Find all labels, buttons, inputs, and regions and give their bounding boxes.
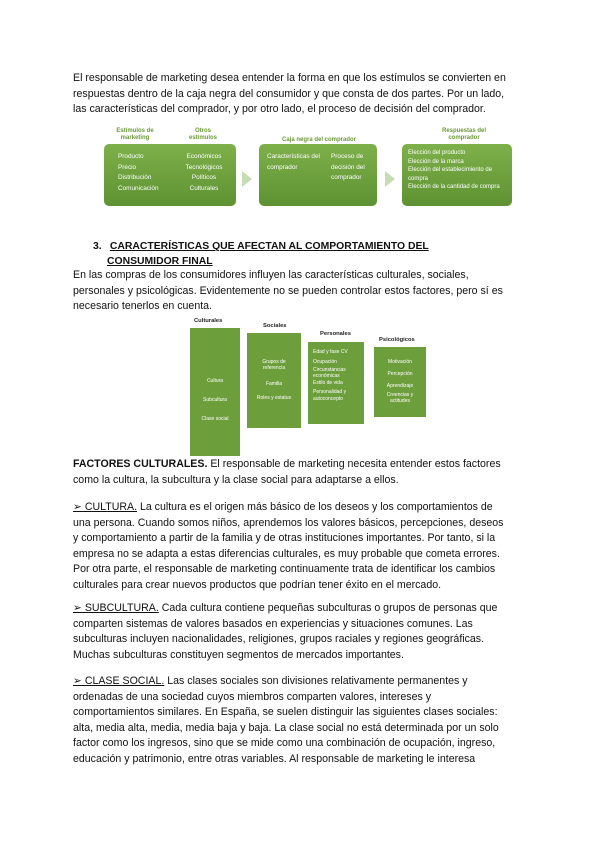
text-line: Por otra parte, el responsable de marketing continuamente trata de identificar los cambios: [73, 563, 496, 575]
response-item: Elección de la marca: [408, 158, 464, 165]
factor-item: Motivación: [388, 359, 412, 365]
header-black-box: Caja negra del comprador: [281, 137, 357, 143]
text-line: alta, media alta, media, media baja y baja. La clase social no está determinada por un solo: [73, 721, 499, 734]
sociales-title: Sociales: [263, 323, 287, 329]
text-line: comportamientos similares. En España, se suelen distinguir las siguientes clases sociales:: [73, 706, 498, 718]
subcultura-paragraph: [73, 601, 533, 663]
characteristics-label: Características del comprador: [267, 153, 320, 171]
text-line: La cultura es el origen más básico de los deseos y los comportamientos de: [137, 501, 493, 513]
factor-item: Ocupación: [313, 358, 337, 365]
personales-column: [308, 342, 364, 424]
other-item: Tecnológicos: [185, 163, 223, 171]
factor-item: Creencias y actitudes: [386, 392, 414, 404]
factores-culturales-paragraph: [73, 457, 533, 488]
factor-item: Aprendizaje: [386, 383, 414, 389]
sociales-column: [247, 333, 301, 428]
text-line: subculturas incluyen nacionalidades, religiones, grupos raciales y regiones geográficas.: [73, 633, 485, 645]
other-item: Políticos: [191, 174, 217, 181]
header-responses: Respuestas del comprador: [441, 128, 487, 141]
text-line: comparten sistemas de valores basados en experiencias y situaciones comunes. Las: [73, 617, 473, 630]
factor-item: Edad y fase CV: [313, 349, 348, 355]
stimuli-box: [104, 144, 236, 206]
text-line: educación y patrimonio, entre otras variables. Al responsable de marketing le interesa: [73, 752, 476, 765]
culturales-column: [190, 328, 240, 456]
text-line: El responsable de marketing necesita entender estos factores: [207, 458, 501, 470]
text-line: y comportamiento a partir de la familia y de otras instituciones importantes. Por tanto, si la: [73, 532, 496, 544]
stimulus-item: Distribución: [118, 174, 152, 181]
black-box-diagram: [104, 127, 512, 213]
intro-paragraph: [73, 71, 533, 118]
text-line: necesario tenerlos en cuenta.: [73, 300, 212, 312]
header-others: Otros estímulos: [188, 128, 217, 141]
factor-item: Grupos de referencia: [262, 359, 286, 371]
black-box: [259, 144, 377, 206]
clase-social-label: ➢ CLASE SOCIAL.: [73, 675, 165, 687]
clase-social-paragraph: [73, 674, 533, 767]
culturales-title: Culturales: [194, 318, 223, 324]
response-item: Elección del establecimiento de compra: [408, 167, 493, 182]
other-item: Culturales: [189, 184, 219, 192]
text-line: culturales para crear nuevos productos que podrían tener éxito en el mercado.: [73, 578, 442, 591]
psicologicos-title: Psicológicos: [379, 337, 415, 343]
factor-item: Estilo de vida: [313, 380, 343, 386]
decision-process-label: Proceso de decisión del comprador: [331, 153, 365, 181]
text-line: como la cultura, la subcultura y la clase social para adaptarse a ellos.: [73, 473, 399, 486]
text-line: personales y psicológicas. Evidentemente no se pueden controlar estos factores, pero sí es: [73, 284, 503, 297]
personales-title: Personales: [320, 331, 351, 337]
factor-item: Circunstancias económicas: [313, 367, 346, 379]
header-stimuli: Estímulos de marketing: [116, 128, 154, 141]
psicologicos-column: [374, 347, 426, 417]
responses-box: [402, 144, 512, 206]
subcultura-label: ➢ SUBCULTURA.: [73, 602, 159, 614]
text-line: factor como los ingresos, sino que se mide como una combinación de ocupación, ingreso,: [73, 737, 496, 749]
section-title-line2: CONSUMIDOR FINAL: [107, 256, 213, 267]
text-line: En las compras de los consumidores influyen las características culturales, sociales,: [73, 269, 469, 281]
text-line: Muchas subculturas constituyen segmentos de mercados importantes.: [73, 648, 404, 661]
factor-item: Personalidad y autoconcepto: [313, 388, 347, 402]
factor-item: Cultura: [206, 378, 224, 384]
text-line: Las clases sociales son divisiones relativamente permanentes y: [164, 675, 468, 687]
text-line: El responsable de marketing desea entender la forma en que los estímulos se convierten en: [73, 72, 506, 84]
cultura-paragraph: [73, 500, 533, 593]
factor-item: Familia: [265, 381, 283, 387]
text-line: respuestas dentro de la caja negra del consumidor y que consta de dos partes. Por un lado,: [73, 87, 505, 100]
stimulus-item: Producto: [118, 153, 144, 160]
factor-item: Clase social: [201, 416, 229, 422]
stimulus-item: Precio: [118, 163, 137, 171]
factors-diagram: [190, 316, 430, 456]
other-item: Económicos: [186, 153, 222, 160]
arrow-right-icon: [385, 171, 395, 187]
section-heading: [93, 239, 493, 269]
text-line: empresa no se adapta a estas diferencias culturales, es muy probable que cometa errores.: [73, 547, 500, 560]
factor-item: Percepción: [387, 371, 413, 377]
section-number: 3.: [93, 241, 102, 252]
arrow-right-icon: [242, 171, 252, 187]
factor-item: Subcultura: [203, 397, 227, 403]
text-line: ordenadas de una sociedad cuyos miembros comparten valores, intereses y: [73, 690, 432, 703]
stimulus-item: Comunicación: [118, 184, 159, 192]
cultura-label: ➢ CULTURA.: [73, 501, 138, 513]
section-title-line1: CARACTERÍSTICAS QUE AFECTAN AL COMPORTAMIENTO DEL: [109, 241, 429, 252]
text-line: Cada cultura contiene pequeñas subculturas o grupos de personas que: [158, 602, 498, 614]
factores-culturales-label: FACTORES CULTURALES.: [73, 458, 208, 470]
response-item: Elección de la cantidad de compra: [408, 184, 500, 191]
response-item: Elección del producto: [408, 150, 466, 156]
text-line: las características del comprador, y por otro lado, el proceso de decisión del comprador.: [73, 103, 486, 115]
factor-item: Roles y estatus: [256, 395, 292, 401]
text-line: una persona. Cuando somos niños, aprendemos los valores básicos, percepciones, deseos: [73, 516, 504, 529]
section-intro-paragraph: [73, 268, 533, 315]
